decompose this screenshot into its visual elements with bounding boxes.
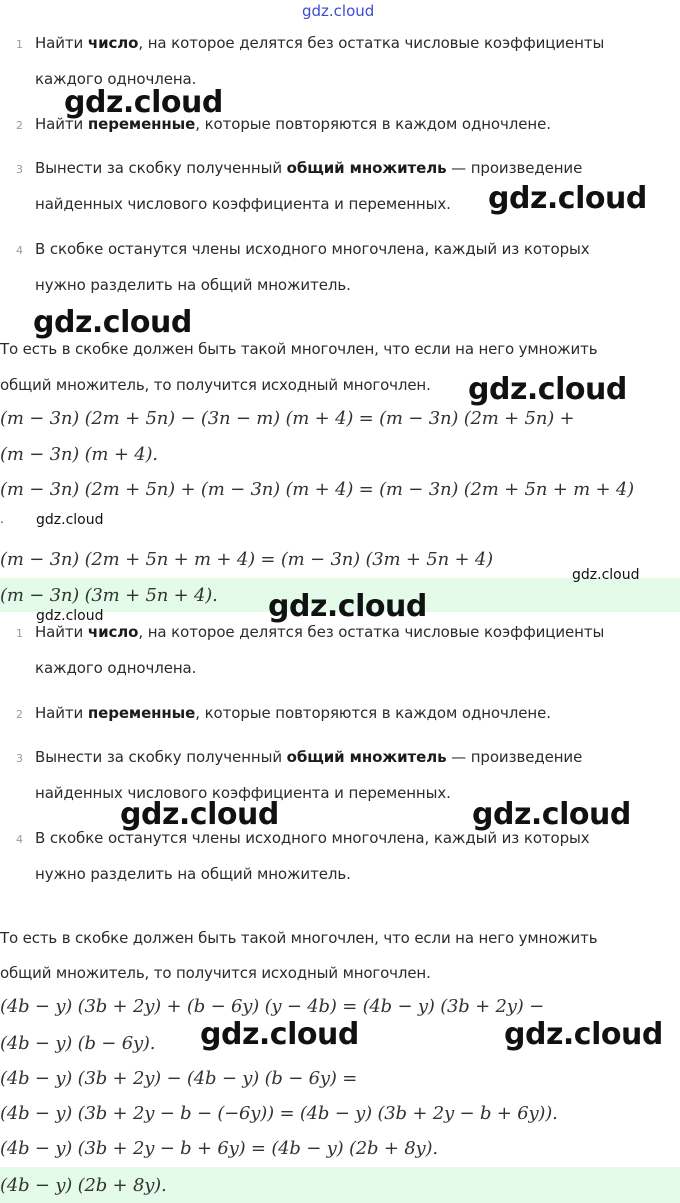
math-line: (m − 3n) (2m + 5n) − (3n − m) (m + 4) = (m − 3n) (2m + 5n) + xyxy=(0,408,575,429)
step-number: 2 xyxy=(16,708,23,721)
step-text: Вынести за скобку полученный общий множитель — произведение xyxy=(35,159,583,177)
step-keyword: переменные xyxy=(87,115,196,133)
step-text: Найти число, на которое делятся без остатка числовые коэффициенты xyxy=(35,34,605,52)
watermark: gdz.cloud xyxy=(64,85,223,120)
step-number: 3 xyxy=(16,163,23,176)
step-number: 3 xyxy=(16,752,23,765)
watermark: gdz.cloud xyxy=(200,1017,359,1052)
watermark: gdz.cloud xyxy=(572,567,640,583)
watermark: gdz.cloud xyxy=(36,608,104,624)
math-line: (m − 3n) (2m + 5n + m + 4) = (m − 3n) (3m + 5n + 4) xyxy=(0,549,493,570)
step-text: Найти переменные, которые повторяются в каждом одночлене. xyxy=(35,704,551,722)
explanation-text: общий множитель, то получится исходный многочлен. xyxy=(0,964,431,982)
step-keyword: общий множитель xyxy=(286,748,447,766)
watermark: gdz.cloud xyxy=(488,181,647,216)
step-text: В скобке останутся члены исходного многочлена, каждый из которых xyxy=(35,829,590,847)
step-keyword: число xyxy=(87,623,139,641)
watermark: gdz.cloud xyxy=(504,1017,663,1052)
step-text: найденных числового коэффициента и переменных. xyxy=(35,195,451,213)
watermark: gdz.cloud xyxy=(120,797,279,832)
step-text: найденных числового коэффициента и переменных. xyxy=(35,784,451,802)
step-number: 4 xyxy=(16,244,23,257)
watermark: gdz.cloud xyxy=(468,372,627,407)
step-number: 2 xyxy=(16,119,23,132)
step-text: В скобке останутся члены исходного многочлена, каждый из которых xyxy=(35,240,590,258)
step-text: Найти число, на которое делятся без остатка числовые коэффициенты xyxy=(35,623,605,641)
watermark: gdz.cloud xyxy=(268,589,427,624)
step-number: 4 xyxy=(16,833,23,846)
math-line: (m − 3n) (m + 4). xyxy=(0,444,158,465)
step-text: нужно разделить на общий множитель. xyxy=(35,276,351,294)
answer-text: (4b − y) (2b + 8y). xyxy=(0,1175,167,1196)
explanation-text: То есть в скобке должен быть такой многочлен, что если на него умножить xyxy=(0,929,598,947)
math-line: (4b − y) (3b + 2y − b + 6y) = (4b − y) (2b + 8y). xyxy=(0,1138,438,1159)
step-number: 1 xyxy=(16,627,23,640)
math-line: (4b − y) (b − 6y). xyxy=(0,1033,156,1054)
math-line: . xyxy=(0,512,4,526)
step-keyword: число xyxy=(87,34,139,52)
math-line: (m − 3n) (2m + 5n) + (m − 3n) (m + 4) = (m − 3n) (2m + 5n + m + 4) xyxy=(0,479,635,500)
step-text: Найти переменные, которые повторяются в каждом одночлене. xyxy=(35,115,551,133)
step-text: каждого одночлена. xyxy=(35,659,197,677)
answer-text: (m − 3n) (3m + 5n + 4). xyxy=(0,585,218,606)
step-keyword: переменные xyxy=(87,704,196,722)
watermark: gdz.cloud xyxy=(36,512,104,528)
explanation-text: То есть в скобке должен быть такой многочлен, что если на него умножить xyxy=(0,340,598,358)
step-number: 1 xyxy=(16,38,23,51)
step-keyword: общий множитель xyxy=(286,159,447,177)
step-text: Вынести за скобку полученный общий множитель — произведение xyxy=(35,748,583,766)
math-line: (4b − y) (3b + 2y − b − (−6y)) = (4b − y) (3b + 2y − b + 6y)). xyxy=(0,1103,558,1124)
watermark: gdz.cloud xyxy=(472,797,631,832)
watermark: gdz.cloud xyxy=(302,2,375,20)
math-line: (4b − y) (3b + 2y) − (4b − y) (b − 6y) = xyxy=(0,1068,358,1089)
math-line: (4b − y) (3b + 2y) + (b − 6y) (y − 4b) = (4b − y) (3b + 2y) − xyxy=(0,996,545,1017)
step-text: каждого одночлена. xyxy=(35,70,197,88)
watermark: gdz.cloud xyxy=(33,305,192,340)
explanation-text: общий множитель, то получится исходный многочлен. xyxy=(0,376,431,394)
step-text: нужно разделить на общий множитель. xyxy=(35,865,351,883)
